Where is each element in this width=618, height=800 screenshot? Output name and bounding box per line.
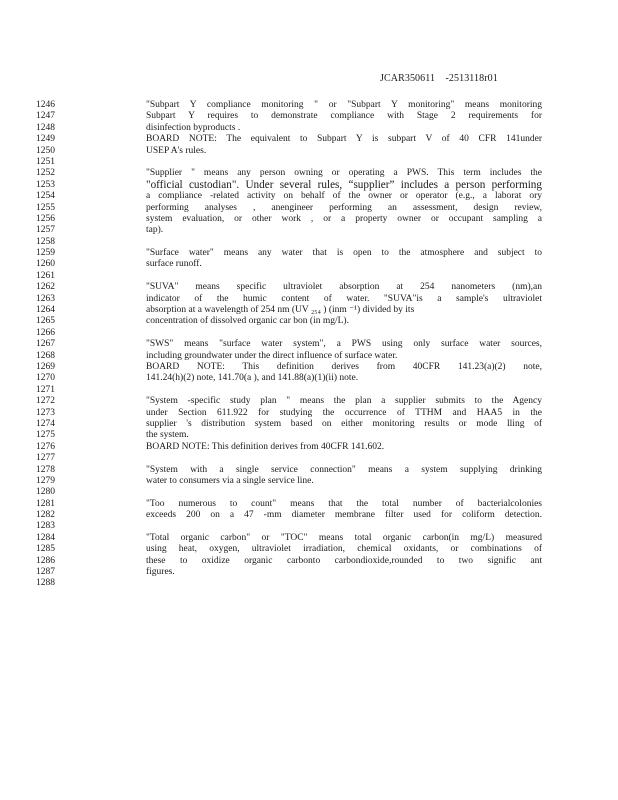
line-number: 1277 [36, 453, 55, 464]
line-number: 1263 [36, 293, 55, 304]
text-line: "Supplier " means any person owning or operating a PWS. This term includes the [146, 168, 542, 179]
text-line: including groundwater under the direct influence of surface water. [146, 350, 398, 361]
line-number: 1249 [36, 134, 55, 145]
text-line: these to oxidize organic carbonto carbondioxide,rounded to two signific ant [146, 555, 542, 566]
text-line: absorption at a wavelength of 254 nm (UV ₂₅₄ ) (inm ⁻¹) divided by its [146, 305, 415, 316]
line-number: 1247 [36, 111, 55, 122]
text-line: under Section 611.922 for studying the occurrence of TTHM and HAA5 in the [146, 407, 542, 418]
line-number: 1253 [36, 179, 55, 190]
text-line: performing analyses , anengineer performing an assessment, design review, [146, 202, 542, 213]
text-line: disinfection byproducts . [146, 122, 241, 133]
text-line: "Surface water" means any water that is open to the atmosphere and subject to [146, 248, 542, 259]
line-number: 1252 [36, 168, 55, 179]
line-number: 1246 [36, 100, 55, 110]
line-number: 1280 [36, 487, 55, 498]
line-number: 1251 [36, 156, 55, 167]
text-line: "System -specific study plan " means the plan a supplier submits to the Agency [146, 396, 542, 407]
blank-line [146, 237, 542, 248]
text-line: "SUVA" means specific ultraviolet absorption at 254 nanometers (nm),an [146, 282, 542, 293]
line-number: 1279 [36, 475, 55, 486]
line-number: 1248 [36, 122, 55, 133]
blank-line [146, 271, 542, 282]
blank-line [146, 157, 542, 168]
line-number: 1283 [36, 521, 55, 532]
line-number: 1288 [36, 578, 55, 589]
line-number: 1276 [36, 441, 55, 452]
blank-line [146, 578, 542, 589]
line-number: 1264 [36, 305, 55, 316]
text-line: figures. [146, 567, 175, 578]
line-number: 1273 [36, 407, 55, 418]
line-number: 1262 [36, 282, 55, 293]
line-number: 1285 [36, 544, 55, 555]
document-id-header: JCAR350611 -2513118r01 [380, 73, 498, 84]
text-line: surface runoff. [146, 259, 202, 270]
text-line: "Subpart Y compliance monitoring " or "Subpart Y monitoring" means monitoring [146, 100, 542, 110]
text-line: BOARD NOTE: This definition derives from 40CFR 141.23(a)(2) note, [146, 361, 542, 372]
line-number: 1271 [36, 384, 55, 395]
line-number: 1261 [36, 270, 55, 281]
text-line: "Total organic carbon" or "TOC" means total organic carbon(in mg/L) measured [146, 532, 542, 543]
line-number: 1287 [36, 567, 55, 578]
line-number: 1250 [36, 145, 55, 156]
text-line: BOARD NOTE: This definition derives from 40CFR 141.602. [146, 441, 385, 452]
line-number: 1260 [36, 259, 55, 270]
blank-line [146, 521, 542, 532]
text-line: "SWS" means "surface water system", a PWS using only surface water sources, [146, 339, 542, 350]
text-line: USEP A's rules. [146, 145, 207, 156]
text-line: tap). [146, 225, 164, 236]
blank-line [146, 453, 542, 464]
line-number: 1270 [36, 373, 55, 384]
text-line: the system. [146, 430, 189, 441]
text-line: Subpart Y requires to demonstrate compliance with Stage 2 requirements for [146, 111, 542, 122]
blank-line [146, 487, 542, 498]
text-line: "System with a single service connection" means a system supplying drinking [146, 464, 542, 475]
text-line: 141.24(h)(2) note, 141.70(a ), and 141.88(a)(1)(ii) note. [146, 373, 359, 384]
line-number: 1282 [36, 510, 55, 521]
line-number: 1254 [36, 191, 55, 202]
line-number-column [36, 100, 55, 590]
line-number: 1259 [36, 248, 55, 259]
line-number: 1266 [36, 327, 55, 338]
text-line: exceeds 200 on a 47 -mm diameter membrane filter used for coliform detection. [146, 510, 542, 521]
line-number: 1278 [36, 464, 55, 475]
text-line: "Too numerous to count" means that the total number of bacterialcolonies [146, 498, 542, 509]
line-number: 1281 [36, 498, 55, 509]
text-line: concentration of dissolved organic car bon (in mg/L). [146, 316, 349, 327]
document-body [146, 100, 542, 590]
line-number: 1256 [36, 213, 55, 224]
line-number: 1269 [36, 361, 55, 372]
line-number: 1284 [36, 532, 55, 543]
text-line: system evaluation, or other work , or a property owner or occupant sampling a [146, 213, 542, 224]
text-line: BOARD NOTE: The equivalent to Subpart Y is subpart V of 40 CFR 141under [146, 134, 542, 145]
line-number: 1255 [36, 202, 55, 213]
line-number: 1257 [36, 225, 55, 236]
text-line: indicator of the humic content of water. "SUVA"is a sample's ultraviolet [146, 293, 542, 304]
line-number: 1286 [36, 555, 55, 566]
line-number: 1268 [36, 350, 55, 361]
text-line: "official custodian". Under several rules, “supplier” includes a person performing [146, 178, 542, 191]
blank-line [146, 385, 542, 396]
line-number: 1272 [36, 396, 55, 407]
line-number: 1265 [36, 316, 55, 327]
text-line: water to consumers via a single service line. [146, 475, 314, 486]
line-number: 1274 [36, 418, 55, 429]
text-line: a compliance -related activity on behalf of the owner or operator (e.g., a laborat ory [146, 191, 542, 202]
line-number: 1267 [36, 339, 55, 350]
text-line: using heat, oxygen, ultraviolet irradiation, chemical oxidants, or combinations of [146, 544, 542, 555]
blank-line [146, 328, 542, 339]
text-line: supplier 's distribution system based on either monitoring results or mode lling of [146, 418, 542, 429]
line-number: 1275 [36, 430, 55, 441]
line-number: 1258 [36, 236, 55, 247]
